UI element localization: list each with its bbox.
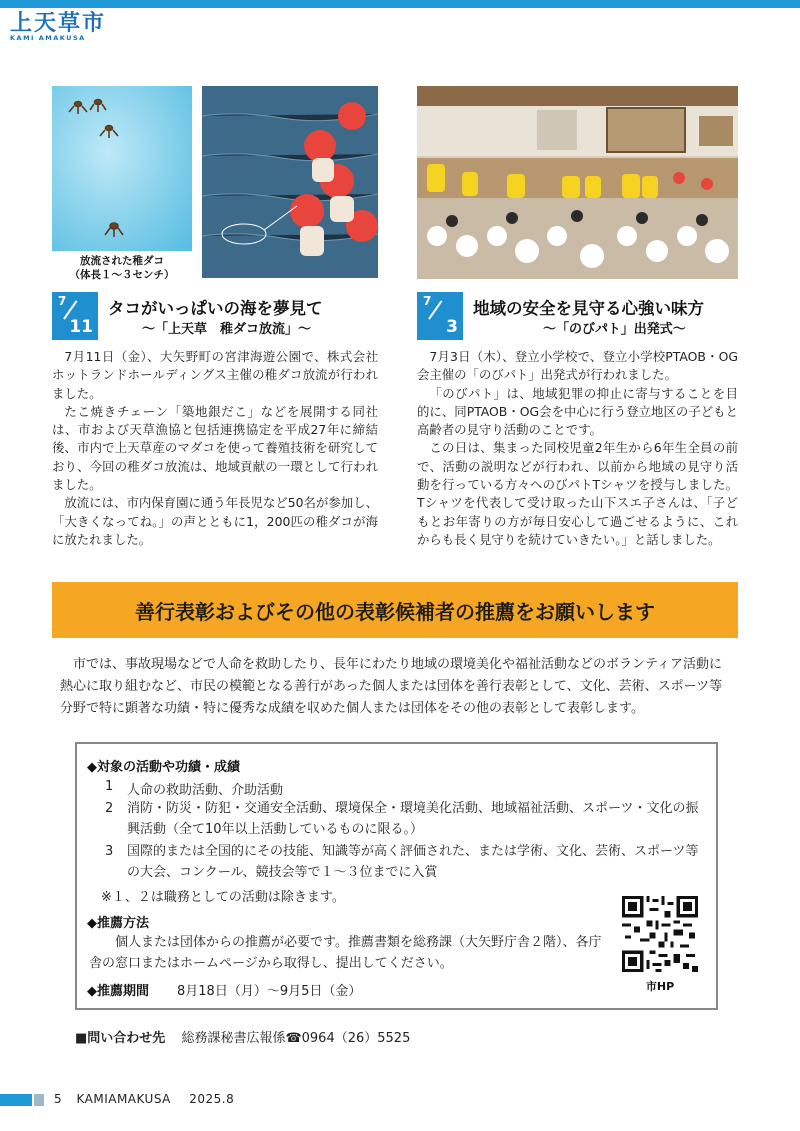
baby-octopus-photo bbox=[52, 86, 192, 251]
contact-text: 総務課秘書広報係☎0964（26）5525 bbox=[181, 1031, 411, 1046]
logo-text: 上天草市 bbox=[10, 10, 107, 36]
item-number: 2 bbox=[105, 801, 114, 816]
footer bbox=[54, 1092, 234, 1106]
notice-banner bbox=[52, 582, 738, 638]
qr-label: 市HP bbox=[645, 980, 675, 993]
article-body-right bbox=[417, 348, 738, 549]
paragraph: この日は、集まった同校児童2年生から6年生全員の前で、活動の説明などが行われ、以前から地域の見守り活動を行っている方々へのびパトTシャツを授与しました。Tシャツを代表して受け取った山下スエ子さんは、「子どもとお年寄りの方が毎日安心して過ごせるように、これからも長く見守りを続けていきたい。」と話しました。 bbox=[417, 440, 738, 547]
notice-intro bbox=[60, 654, 724, 720]
paragraph: たこ焼きチェーン「築地銀だこ」などを展開する同社は、市および天草漁協と包括連携協定を平成27年に締結後、市内で上天草産のマダコを使って養殖技術を研究しており、今回の稚ダコ放流は、地域貢献の一環として行われました。 bbox=[52, 403, 378, 493]
paragraph: 7月3日（木）、登立小学校で、登立小学校PTAOB・OG会主催の「のびパト」出発式が行われました。 bbox=[417, 349, 738, 383]
date-month: 7 bbox=[58, 294, 67, 308]
intro-text: 市では、事故現場などで人命を救助したり、長年にわたり地域の環境美化や福祉活動などのボランティア活動に熱心に取り組むなど、市民の模範となる善行があった個人または団体を善行表彰として、文化、芸術、スポーツ等分野で特に顕著な功績・特に優秀な成績を収めた個人または団体をその他の表彰として表彰します。 bbox=[60, 657, 723, 716]
article-body-left bbox=[52, 348, 378, 549]
date-month: 7 bbox=[423, 294, 432, 308]
article-subtitle-left: ～「上天草 稚ダコ放流」～ bbox=[142, 322, 312, 337]
issue-date: 2025.8 bbox=[189, 1092, 235, 1106]
gym-ceremony-photo bbox=[417, 86, 738, 279]
footer-bar-small bbox=[34, 1094, 44, 1106]
children-release-photo bbox=[202, 86, 378, 278]
contact-label: ■問い合わせ先 bbox=[75, 1031, 166, 1046]
paragraph: 7月11日（金）、大矢野町の宮津海遊公園で、株式会社ホットランドホールディングス主催の稚ダコ放流が行われました。 bbox=[52, 349, 378, 401]
paragraph: 「のびパト」は、地域犯罪の抑止に寄与することを目的に、同PTAOB・OG会を中心に行う登立地区の子どもと高齢者の見守り活動のことです。 bbox=[417, 385, 738, 438]
method-heading: ◆推薦方法 bbox=[87, 916, 149, 931]
footer-bar bbox=[0, 1094, 32, 1106]
article-title-right: 地域の安全を見守る心強い味方 bbox=[473, 299, 704, 318]
top-accent-bar bbox=[0, 0, 800, 8]
date-day: 11 bbox=[69, 317, 93, 337]
article-title-left: タコがいっぱいの海を夢見て bbox=[108, 299, 323, 318]
item-text: 消防・防災・防犯・交通安全活動、環境保全・環境美化活動、地域福祉活動、スポーツ・文化の振興活動（全て10年以上活動しているものに限る。） bbox=[127, 801, 699, 837]
period-text: 8月18日（月）～9月5日（金） bbox=[177, 984, 362, 999]
banner-title: 善行表彰およびその他の表彰候補者の推薦をお願いします bbox=[135, 600, 655, 624]
article-subtitle-right: ～「のびパト」出発式～ bbox=[543, 322, 686, 337]
date-day: 3 bbox=[446, 317, 458, 337]
note-text: ※１、２は職務としての活動は除きます。 bbox=[101, 890, 345, 905]
criteria-heading: ◆対象の活動や功績・成績 bbox=[87, 760, 240, 775]
date-badge-right bbox=[417, 292, 463, 340]
item-text: 国際的または全国的にその技能、知識等が高く評価された、または学術、文化、芸術、スポーツ等の大会、コンクール、競技会等で１～３位までに入賞 bbox=[127, 844, 699, 880]
paragraph: 放流には、市内保育園に通う年長児など50名が参加し、「大きくなってね。」の声とともに1，200匹の稚ダコが海に放たれました。 bbox=[52, 495, 378, 547]
item-number: 1 bbox=[105, 779, 114, 794]
item-text: 人命の救助活動、介助活動 bbox=[127, 783, 284, 798]
caption-line-2: （体長１～３センチ） bbox=[69, 269, 175, 281]
photo-caption bbox=[52, 254, 192, 282]
page-number: 5 bbox=[54, 1092, 63, 1106]
city-logo bbox=[10, 10, 120, 46]
item-number: 3 bbox=[105, 844, 114, 859]
method-text bbox=[89, 932, 609, 974]
date-badge-left bbox=[52, 292, 98, 340]
publication-name: KAMIAMAKUSA bbox=[76, 1092, 171, 1106]
caption-line-1: 放流された稚ダコ bbox=[80, 255, 164, 267]
period-heading: ◆推薦期間 bbox=[87, 984, 149, 999]
qr-code[interactable] bbox=[622, 896, 698, 972]
logo-subtext: KAMI AMAKUSA bbox=[10, 34, 86, 42]
contact-info bbox=[75, 1027, 410, 1046]
method-body: 個人または団体からの推薦が必要です。推薦書類を総務課（大矢野庁舎２階）、各庁舎の窓口またはホームページから取得し、提出してください。 bbox=[89, 935, 602, 971]
